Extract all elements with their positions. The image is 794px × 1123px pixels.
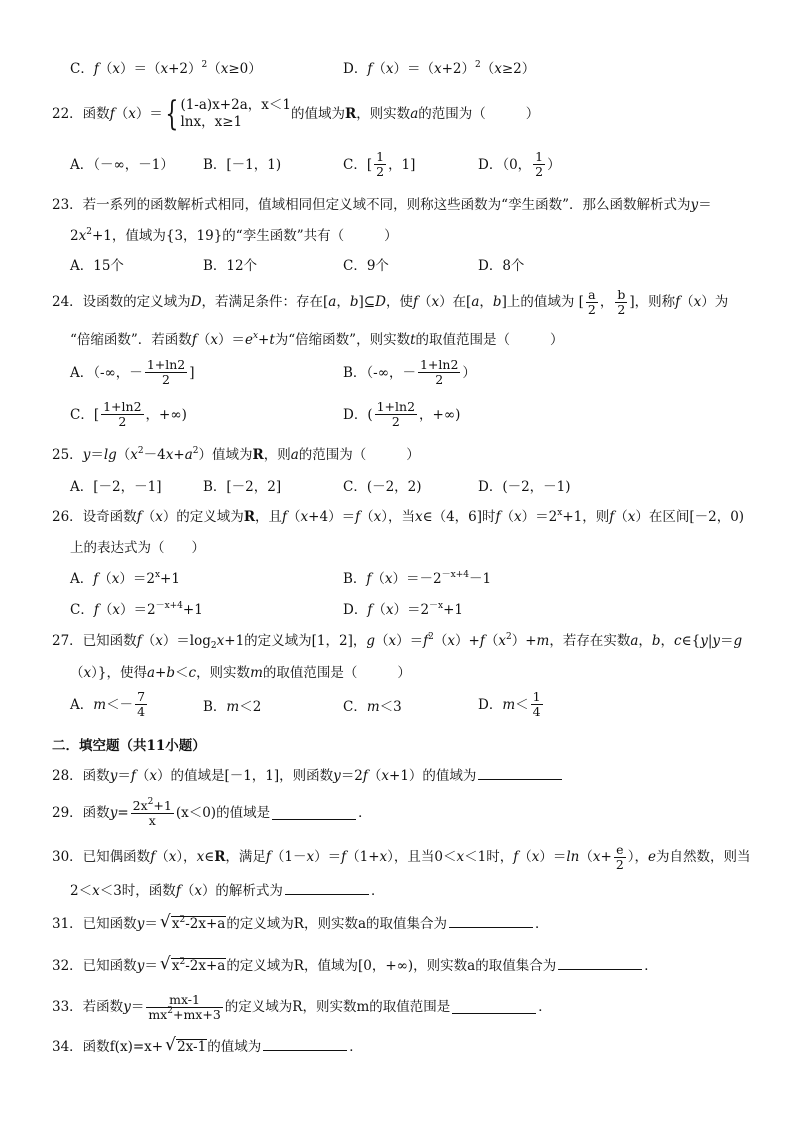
q23-option-a: A．15个 xyxy=(70,258,124,274)
q21-option-d: D．$f(x)=(x+2)^2(x\ge 2)$ xyxy=(343,60,536,77)
q23-stem-line1: 23．若一系列的函数解析式相同，值域相同但定义域不同，则称这些函数为“孪生函数”．那么函数解析式为y＝ xyxy=(52,197,712,213)
q30-stem-line1: 30．已知偶函数 f （ x ）， x ∈ R ，满足 f （1－ x ）＝ f （1+ x ），且当0＜ x ＜1时， f （ x ）＝ ln （ x + $\frac{e}{2}$ ）， e 为自然数，则当 xyxy=(52,841,751,872)
q32-answer-blank[interactable] xyxy=(558,957,642,970)
q24-option-c: C．[ $\frac{1+\ln 2}{2}$ ，+∞) xyxy=(70,399,187,429)
q27-option-c: C．m＜3 xyxy=(343,699,402,715)
q22-case-2: lnx，x≥1 xyxy=(180,114,243,130)
q26-option-a: A．$f(x)=2^x+1$ xyxy=(70,570,180,587)
q33-answer-blank[interactable] xyxy=(452,1001,536,1014)
q22-stem: 22．函数 f （ x ）＝ { (1-a)x+2a，x＜1 lnx，x≥1 的值域为 R ，则实数 a 的范围为（ ） xyxy=(52,94,540,134)
section-2-heading: 二．填空题（共11小题） xyxy=(52,738,206,754)
q25-option-c: C．(－2，2) xyxy=(343,479,422,495)
q25-option-b: B．[－2，2] xyxy=(203,479,282,495)
q26-stem-line1: 26．设奇函数f（x）的定义域为R，且f（x+4）＝f（x），当x∈（4，6]时$f(x)=2^x+1$，则f（x）在区间[－2，0) xyxy=(52,508,745,525)
q31-stem: 31．已知函数y＝ √ $x^2-2x+a$的定义域为R，则实数a的取值集合为 ． xyxy=(52,912,549,932)
q32-stem: 32．已知函数y＝ √ $x^2-2x+a$的定义域为R，值域为[0，+∞)，则实数a的取值集合为 ． xyxy=(52,954,658,974)
q22-case-1: (1-a)x+2a，x＜1 xyxy=(180,97,291,113)
q29-stem: 29．函数 y = $\frac{2x^2+1}{x}$ (x＜0)的值域是 ． xyxy=(52,796,372,828)
q22-option-d: D．（0， $\frac{1}{2}$ ） xyxy=(478,149,561,179)
q34-answer-blank[interactable] xyxy=(263,1038,347,1051)
q26-option-d: D．$f(x)=2^{-x}+1$ xyxy=(343,601,464,618)
q22-option-b: B．[－1，1) xyxy=(203,157,282,173)
q30-stem-line2: 2＜x＜3时，函数f（x）的解析式为 ． xyxy=(70,883,385,899)
q25-stem: 25．$y=\lg(x^2-4x+a^2)$值域为R，则a的范围为（ ） xyxy=(52,446,420,463)
q24-stem-line1: 24．设函数的定义域为 D ，若满足条件：存在[ a ， b ]⊆ D ，使 f （ x ）在[ a ， b ]上的值域为 [ $\frac{a}{2}$ ， $\frac{b}{2}$ ]，则称 f （ x ）为 xyxy=(52,286,729,317)
q26-option-b: B．$f(x)=-2^{-x+4}-1$ xyxy=(343,570,492,587)
q24-stem-line2: “倍缩函数”．若函数$f(x)=e^x+t$为“倍缩函数”，则实数t的取值范围是（ ） xyxy=(70,331,564,348)
q21-option-c: C．$f(x)=(x+2)^2(x\ge 0)$ xyxy=(70,60,262,77)
q27-option-b: B．m＜2 xyxy=(203,699,262,715)
q27-option-d: D． m ＜ $\frac{1}{4}$ xyxy=(478,689,541,719)
q25-option-a: A．[－2，－1] xyxy=(70,479,162,495)
q23-stem-line2: $2x^2+1$，值域为{3，19}的“孪生函数”共有（ ） xyxy=(70,227,398,244)
q23-option-b: B．12个 xyxy=(203,258,258,274)
q24-option-a: A．（-∞，－ $\frac{1+\ln 2}{2}$ ] xyxy=(70,357,195,387)
q22-option-a: A．（－∞，－1） xyxy=(70,157,174,173)
q26-option-c: C．$f(x)=2^{-x+4}+1$ xyxy=(70,601,203,618)
q29-answer-blank[interactable] xyxy=(272,807,356,820)
q22-option-c: C．[ $\frac{1}{2}$ ，1] xyxy=(343,149,416,179)
q23-option-c: C．9个 xyxy=(343,258,389,274)
q28-answer-blank[interactable] xyxy=(478,767,562,780)
q26-stem-line2: 上的表达式为（ ） xyxy=(70,540,205,556)
q27-stem-line1: 27．已知函数$f(x)=\log_2x+1$的定义域为[1，2]，$g(x)=f^2(x)+f(x^2)+m$，若存在实数a，b，c∈{y|y＝g xyxy=(52,632,743,651)
q28-stem: 28．函数y＝f（x）的值域是[－1，1]，则函数y＝2f（x+1）的值域为 xyxy=(52,767,564,785)
q34-stem: 34．函数f(x)=x+ √ 2x-1的值域为 ． xyxy=(52,1035,363,1055)
q27-stem-line2: （x）}，使得a+b＜c，则实数m的取值范围是（ ） xyxy=(70,665,411,681)
q24-option-d: D．( $\frac{1+\ln 2}{2}$ ，+∞) xyxy=(343,399,461,429)
q33-stem: 33．若函数 y ＝ $\frac{mx-1}{mx^2+mx+3}$ 的定义域为R，则实数m的取值范围是 ． xyxy=(52,991,552,1022)
q31-answer-blank[interactable] xyxy=(449,915,533,928)
q25-option-d: D．(－2，－1) xyxy=(478,479,571,495)
q23-option-d: D．8个 xyxy=(478,258,525,274)
q30-answer-blank[interactable] xyxy=(285,882,369,895)
q27-option-a: A． m ＜－ $\frac{7}{4}$ xyxy=(70,689,146,719)
q24-option-b: B．（-∞，－ $\frac{1+\ln 2}{2}$ ） xyxy=(343,357,476,387)
